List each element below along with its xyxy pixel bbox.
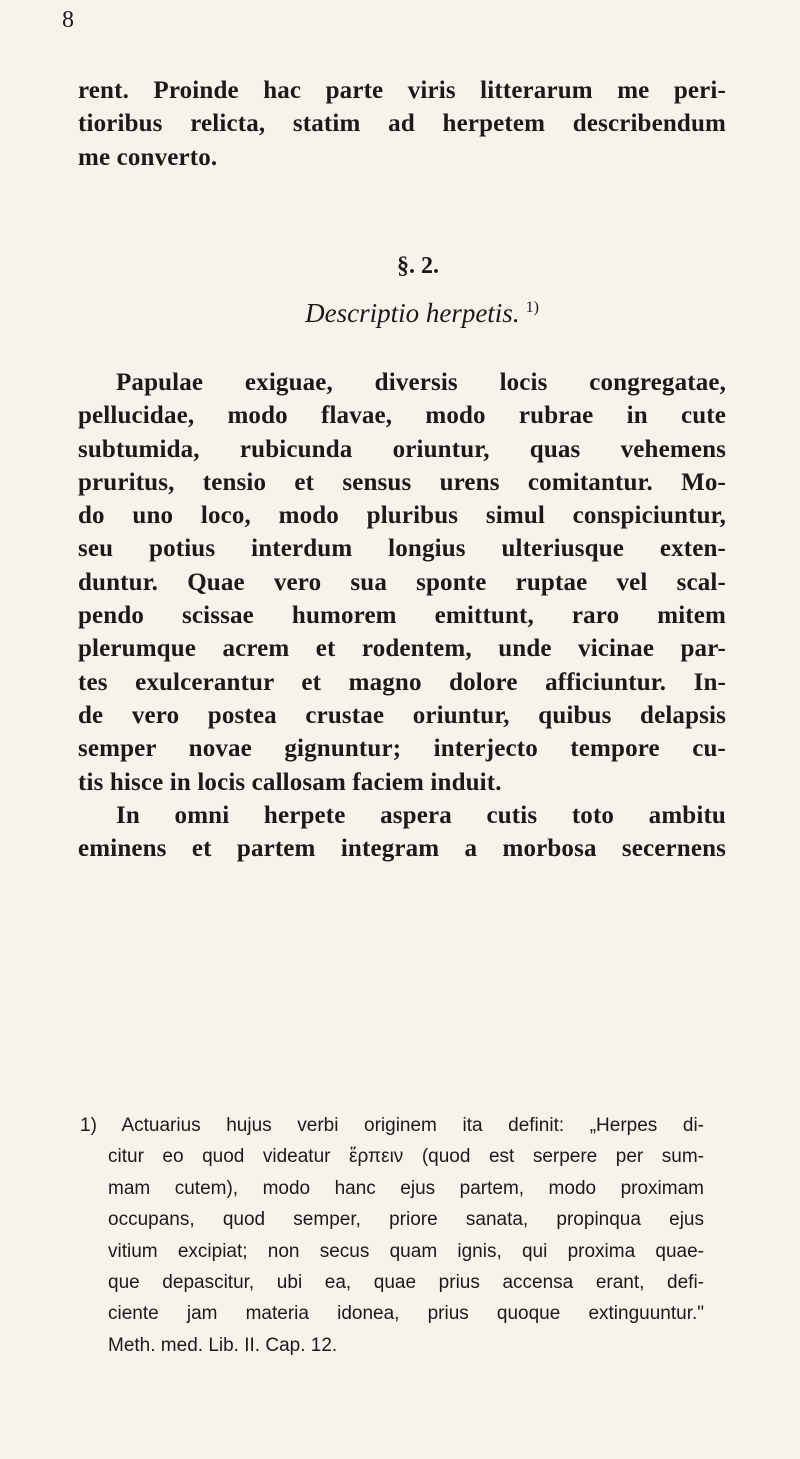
text-line: tis hisce in locis callosam faciem induit. [78, 768, 502, 796]
text-line: In omni herpete aspera cutis toto ambitu [116, 801, 726, 829]
text-line: do uno loco, modo pluribus simul conspiciuntur, [78, 502, 726, 530]
intro-paragraph [78, 74, 726, 174]
section-number: §. 2. [397, 253, 439, 279]
text-line: rent. Proinde hac parte viris litterarum me peri- [78, 77, 726, 104]
text-line: seu potius interdum longius ulteriusque exten- [78, 535, 726, 563]
footnote [80, 1110, 704, 1361]
text-line: me converto. [78, 143, 218, 171]
page-number: 8 [62, 7, 74, 33]
footnote-line: ciente jam materia idonea, prius quoque extinguuntur." [108, 1303, 704, 1325]
footnote-line: vitium excipiat; non secus quam ignis, qui proxima quae- [108, 1240, 704, 1262]
footnote-line: occupans, quod semper, priore sanata, propinqua ejus [108, 1209, 704, 1231]
footnote-marker: 1) [525, 299, 539, 316]
text-line: tes exulcerantur et magno dolore afficiuntur. In- [78, 668, 726, 696]
text-line: plerumque acrem et rodentem, unde vicinae par- [78, 635, 726, 663]
text-line: tioribus relicta, statim ad herpetem describendum [78, 110, 726, 138]
footnote-line: que depascitur, ubi ea, quae prius accensa erant, defi- [108, 1271, 704, 1293]
text-line: duntur. Quae vero sua sponte ruptae vel scal- [78, 568, 726, 596]
section-title-text: Descriptio herpetis. [305, 298, 520, 328]
section-title [0, 298, 800, 329]
text-line: semper novae gignuntur; interjecto tempore cu- [78, 735, 726, 763]
text-line: de vero postea crustae oriuntur, quibus delapsis [78, 701, 726, 729]
text-line: pellucidae, modo flavae, modo rubrae in cute [78, 402, 726, 430]
text-line: eminens et partem integram a morbosa secernens [78, 835, 726, 863]
footnote-line: 1) Actuarius hujus verbi originem ita definit: „Herpes di- [80, 1115, 704, 1136]
text-line: subtumida, rubicunda oriuntur, quas vehemens [78, 435, 726, 463]
text-line: pendo scissae humorem emittunt, raro mitem [78, 602, 726, 630]
main-paragraphs [78, 366, 726, 865]
footnote-line: citur eo quod videatur ἕρπειν (quod est serpere per sum- [108, 1146, 704, 1168]
footnote-line: Meth. med. Lib. II. Cap. 12. [108, 1334, 338, 1356]
text-line: Papulae exiguae, diversis locis congregatae, [116, 369, 726, 396]
footnote-line: mam cutem), modo hanc ejus partem, modo proximam [108, 1177, 704, 1199]
text-line: pruritus, tensio et sensus urens comitantur. Mo- [78, 468, 726, 496]
